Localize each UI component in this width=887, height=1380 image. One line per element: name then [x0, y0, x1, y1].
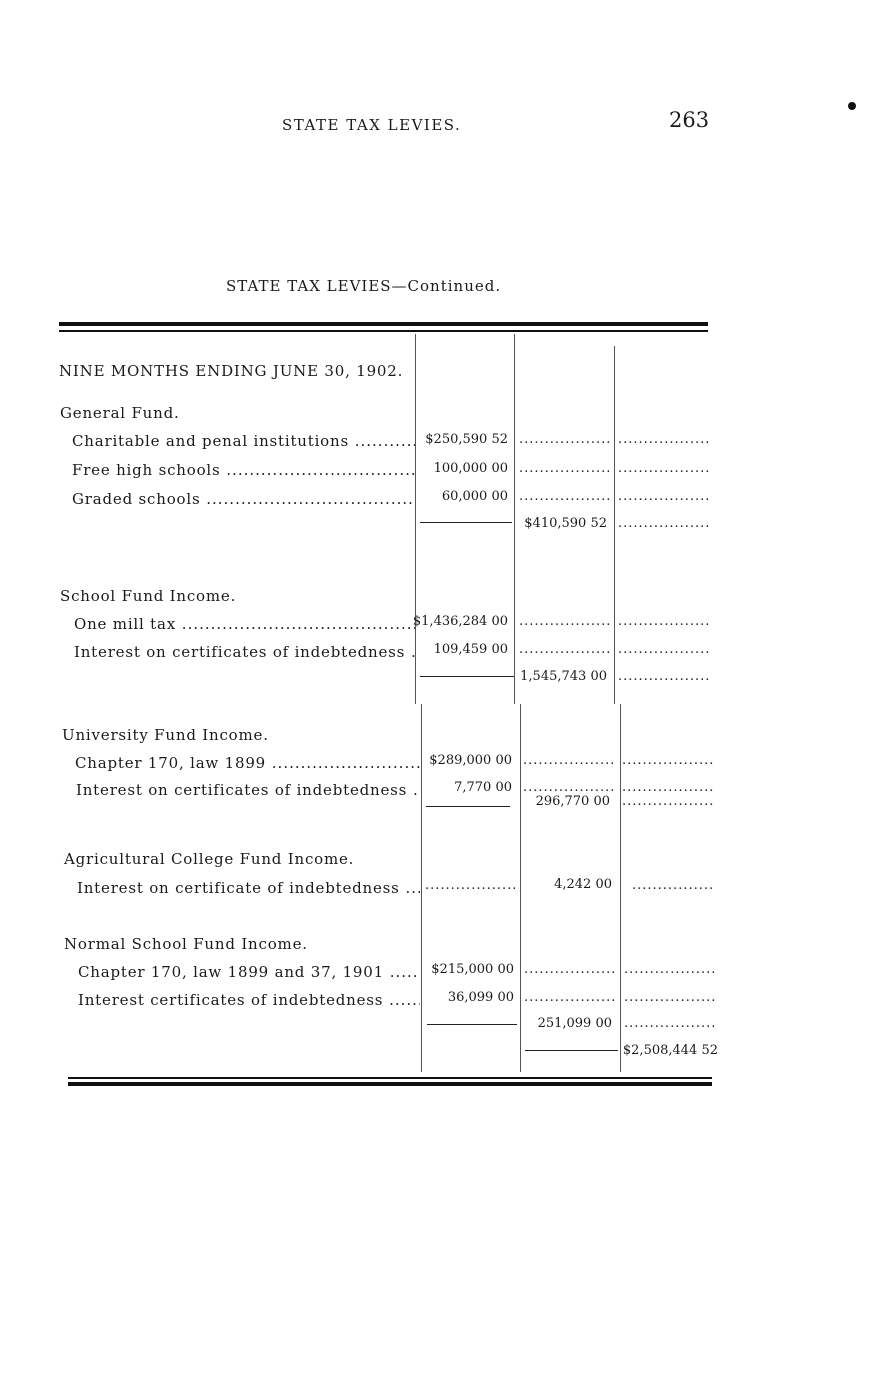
bottom-rule-thick [68, 1082, 712, 1086]
dot-leader [618, 432, 711, 447]
row-label: Chapter 170, law 1899 ..... [75, 754, 420, 772]
dot-leader [618, 642, 711, 657]
dot-leader [622, 794, 715, 809]
section-heading: University Fund Income. [62, 726, 269, 744]
grand-total: $2,508,444 52 [622, 1043, 718, 1058]
row-label: Graded schools ..... [72, 490, 415, 508]
dot-leader [624, 990, 717, 1005]
top-rule-thin [59, 330, 708, 332]
period-heading: NINE MONTHS ENDING JUNE 30, 1902. [59, 362, 404, 380]
top-rule-thick [59, 322, 708, 326]
subtotal: 296,770 00 [535, 794, 610, 809]
dot-leader [524, 962, 617, 977]
column-divider-1 [415, 334, 416, 704]
dot-leader [523, 780, 616, 795]
dot-leader [624, 962, 717, 977]
row-label: Interest certificates of indebtedness ..... [78, 991, 420, 1009]
dot-leader [622, 753, 715, 768]
row-label: Interest on certificates of indebtedness ..... [74, 643, 415, 661]
row-label: Chapter 170, law 1899 and 37, 1901 ..... [78, 963, 420, 981]
sum-line [427, 1024, 517, 1025]
dot-leader [632, 878, 715, 893]
sum-line [525, 1050, 618, 1051]
table-title: STATE TAX LEVIES—Continued. [226, 277, 502, 295]
dot-leader [523, 753, 616, 768]
column-divider-2 [520, 704, 521, 1072]
sum-line [420, 522, 512, 523]
subtotal: $410,590 52 [524, 516, 607, 531]
row-amount: $1,436,284 00 [412, 614, 508, 629]
dot-leader [618, 489, 711, 504]
section-heading: Normal School Fund Income. [64, 935, 308, 953]
row-amount: 109,459 00 [433, 642, 508, 657]
page-number: 263 [669, 108, 710, 132]
row-amount: 60,000 00 [441, 489, 508, 504]
row-amount: $289,000 00 [429, 753, 512, 768]
row-amount: 100,000 00 [433, 461, 508, 476]
row-label: Free high schools ..... [72, 461, 415, 479]
subtotal: 251,099 00 [537, 1016, 612, 1031]
column-divider-3 [614, 346, 615, 704]
row-label: Interest on certificate of indebtedness ..... [77, 879, 420, 897]
subtotal: 1,545,743 00 [520, 669, 607, 684]
sum-line [426, 806, 510, 807]
dot-leader [618, 614, 711, 629]
sum-line [420, 676, 514, 677]
dot-leader [425, 878, 518, 893]
row-label: Interest on certificates of indebtedness ..... [76, 781, 420, 799]
dot-leader [519, 489, 612, 504]
running-head: STATE TAX LEVIES. [282, 116, 462, 134]
subtotal: 4,242 00 [554, 877, 612, 892]
ink-mark [848, 102, 856, 110]
row-label: One mill tax ..... [74, 615, 415, 633]
row-amount: 36,099 00 [447, 990, 514, 1005]
dot-leader [624, 1016, 717, 1031]
dot-leader [618, 461, 711, 476]
dot-leader [524, 990, 617, 1005]
bottom-rule-thin [68, 1077, 712, 1079]
section-heading: School Fund Income. [60, 587, 237, 605]
dot-leader [519, 614, 612, 629]
dot-leader [519, 642, 612, 657]
row-amount: $250,590 52 [425, 432, 508, 447]
dot-leader [618, 516, 711, 531]
section-heading: General Fund. [60, 404, 180, 422]
dot-leader [519, 432, 612, 447]
row-amount: $215,000 00 [431, 962, 514, 977]
column-divider-2 [514, 334, 515, 704]
dot-leader [622, 780, 715, 795]
dot-leader [618, 669, 711, 684]
column-divider-3 [620, 704, 621, 1072]
section-heading: Agricultural College Fund Income. [64, 850, 355, 868]
dot-leader [519, 461, 612, 476]
row-label: Charitable and penal institutions ..... [72, 432, 415, 450]
row-amount: 7,770 00 [454, 780, 512, 795]
